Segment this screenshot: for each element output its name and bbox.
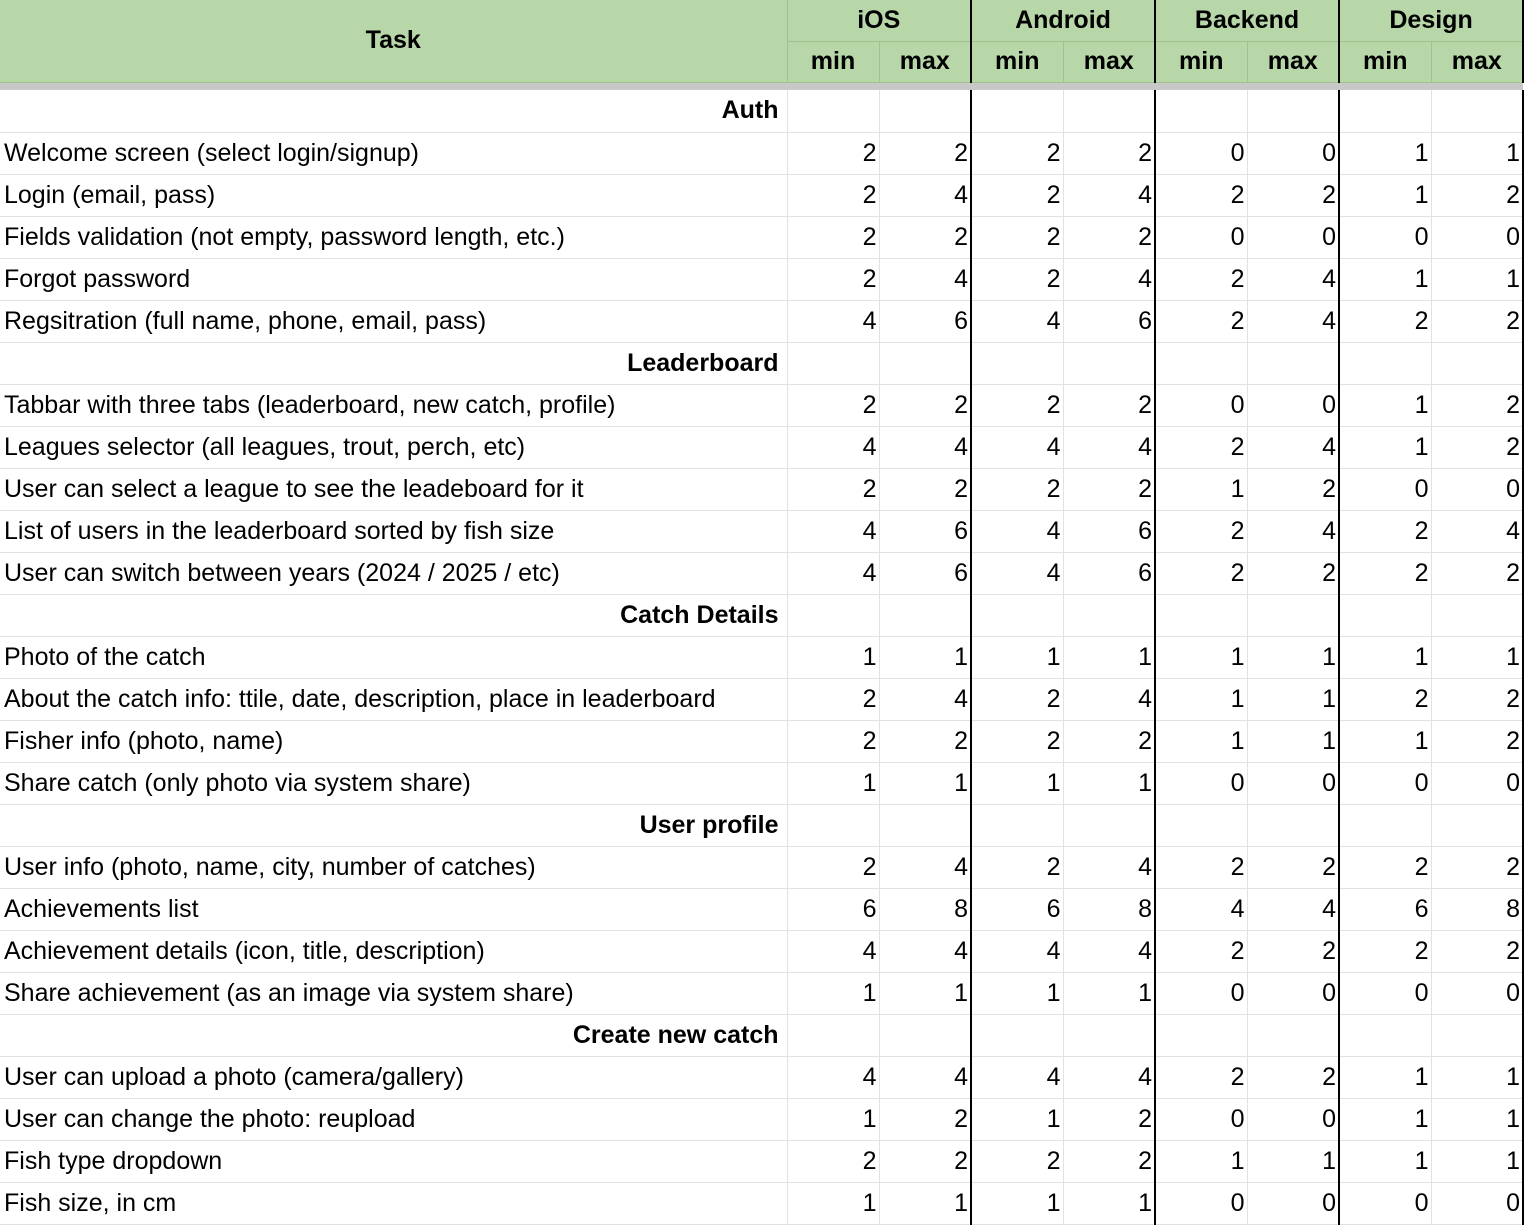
estimate-cell[interactable]: 4	[879, 426, 971, 468]
table-row	[0, 258, 1523, 300]
estimate-cell[interactable]: 6	[1063, 510, 1155, 552]
estimate-cell[interactable]: 2	[1155, 258, 1247, 300]
estimate-cell[interactable]: 4	[971, 300, 1063, 342]
estimate-cell[interactable]	[787, 342, 879, 384]
backend-max-header[interactable]: max	[1247, 41, 1339, 82]
section-row	[0, 804, 1523, 846]
design-header[interactable]: Design	[1339, 0, 1523, 41]
estimate-cell[interactable]: 1	[1339, 1098, 1431, 1140]
estimate-cell[interactable]	[879, 594, 971, 636]
table-row	[0, 552, 1523, 594]
ios-max-header[interactable]: max	[879, 41, 971, 82]
estimate-cell[interactable]: 4	[787, 510, 879, 552]
estimate-cell[interactable]	[879, 90, 971, 132]
estimate-cell[interactable]: 2	[1431, 552, 1523, 594]
estimate-cell[interactable]	[787, 90, 879, 132]
estimate-cell[interactable]: 4	[1247, 888, 1339, 930]
table-row	[0, 1182, 1523, 1224]
estimate-cell[interactable]: 1	[1155, 1140, 1247, 1182]
estimate-cell[interactable]: 1	[1247, 636, 1339, 678]
estimate-cell[interactable]: 4	[1063, 426, 1155, 468]
estimate-cell[interactable]: 1	[1247, 678, 1339, 720]
estimate-cell[interactable]: 6	[1339, 888, 1431, 930]
estimate-cell[interactable]: 1	[971, 636, 1063, 678]
design-min-header[interactable]: min	[1339, 41, 1431, 82]
estimate-cell[interactable]	[971, 1014, 1063, 1056]
estimate-cell[interactable]	[1063, 1014, 1155, 1056]
estimate-cell[interactable]: 2	[971, 678, 1063, 720]
estimate-cell[interactable]: 2	[1155, 300, 1247, 342]
table-row	[0, 636, 1523, 678]
task-cell[interactable]: Welcome screen (select login/signup)	[0, 132, 787, 174]
section-label-cell[interactable]: Catch Details	[0, 594, 787, 636]
estimate-cell[interactable]: 8	[1431, 888, 1523, 930]
estimate-cell[interactable]	[1247, 1014, 1339, 1056]
estimate-cell[interactable]	[1247, 90, 1339, 132]
estimate-cell[interactable]: 2	[879, 1098, 971, 1140]
estimate-cell[interactable]: 1	[879, 636, 971, 678]
estimate-cell[interactable]: 2	[879, 1140, 971, 1182]
estimate-cell[interactable]: 2	[971, 846, 1063, 888]
estimate-cell[interactable]: 1	[971, 1182, 1063, 1224]
estimate-cell[interactable]	[1155, 804, 1247, 846]
table-body	[0, 90, 1523, 1224]
estimate-cell[interactable]: 0	[1431, 1182, 1523, 1224]
estimate-cell[interactable]	[787, 1014, 879, 1056]
section-label-cell[interactable]: Create new catch	[0, 1014, 787, 1056]
ios-header[interactable]: iOS	[787, 0, 971, 41]
estimate-cell[interactable]	[1247, 594, 1339, 636]
estimate-cell[interactable]: 0	[1339, 1182, 1431, 1224]
estimate-cell[interactable]: 0	[1339, 762, 1431, 804]
estimate-cell[interactable]: 2	[787, 174, 879, 216]
estimate-cell[interactable]: 2	[1155, 510, 1247, 552]
estimate-cell[interactable]	[1339, 342, 1431, 384]
table-row	[0, 132, 1523, 174]
table-row	[0, 930, 1523, 972]
table-row	[0, 174, 1523, 216]
estimate-cell[interactable]: 4	[1247, 300, 1339, 342]
estimate-cell[interactable]: 2	[1431, 384, 1523, 426]
estimate-cell[interactable]: 2	[1063, 468, 1155, 510]
estimate-cell[interactable]: 2	[1155, 930, 1247, 972]
task-cell[interactable]: List of users in the leaderboard sorted by fish size	[0, 510, 787, 552]
section-label-cell[interactable]: Leaderboard	[0, 342, 787, 384]
estimate-cell[interactable]	[1063, 90, 1155, 132]
estimate-cell[interactable]: 0	[1155, 216, 1247, 258]
task-cell[interactable]: Achievement details (icon, title, description)	[0, 930, 787, 972]
task-cell[interactable]: User can select a league to see the leadeboard for it	[0, 468, 787, 510]
estimate-cell[interactable]	[1339, 90, 1431, 132]
estimate-cell[interactable]: 2	[971, 132, 1063, 174]
task-header[interactable]: Task	[0, 0, 787, 82]
estimate-cell[interactable]: 2	[787, 1140, 879, 1182]
estimate-cell[interactable]: 2	[971, 258, 1063, 300]
estimate-cell[interactable]: 0	[1155, 384, 1247, 426]
task-cell[interactable]: Login (email, pass)	[0, 174, 787, 216]
estimate-cell[interactable]: 4	[879, 846, 971, 888]
estimate-cell[interactable]: 4	[971, 510, 1063, 552]
estimate-cell[interactable]	[787, 594, 879, 636]
estimate-cell[interactable]: 6	[879, 552, 971, 594]
estimate-cell[interactable]: 1	[1431, 1056, 1523, 1098]
table-row	[0, 426, 1523, 468]
estimate-cell[interactable]: 2	[787, 846, 879, 888]
estimate-cell[interactable]: 2	[1247, 846, 1339, 888]
estimate-cell[interactable]: 2	[1247, 1056, 1339, 1098]
estimate-cell[interactable]: 1	[1247, 720, 1339, 762]
estimate-cell[interactable]: 0	[1247, 132, 1339, 174]
table-row	[0, 720, 1523, 762]
estimate-cell[interactable]: 4	[879, 930, 971, 972]
task-cell[interactable]: User can upload a photo (camera/gallery)	[0, 1056, 787, 1098]
estimate-cell[interactable]: 4	[1063, 258, 1155, 300]
estimate-cell[interactable]: 1	[1063, 972, 1155, 1014]
estimate-cell[interactable]: 8	[879, 888, 971, 930]
estimate-cell[interactable]: 4	[879, 1056, 971, 1098]
estimate-cell[interactable]: 2	[1431, 720, 1523, 762]
estimate-cell[interactable]: 2	[1339, 552, 1431, 594]
estimate-cell[interactable]: 2	[1155, 552, 1247, 594]
estimate-cell[interactable]	[971, 594, 1063, 636]
estimate-cell[interactable]: 1	[787, 762, 879, 804]
estimate-cell[interactable]: 4	[787, 300, 879, 342]
estimate-cell[interactable]: 0	[1339, 468, 1431, 510]
estimate-cell[interactable]: 1	[1155, 468, 1247, 510]
table-row	[0, 846, 1523, 888]
estimate-cell[interactable]: 6	[1063, 300, 1155, 342]
estimate-cell[interactable]: 0	[1247, 216, 1339, 258]
estimate-cell[interactable]: 2	[787, 258, 879, 300]
estimate-cell[interactable]	[971, 342, 1063, 384]
estimate-cell[interactable]: 6	[787, 888, 879, 930]
estimate-cell[interactable]: 1	[1339, 426, 1431, 468]
task-cell[interactable]: Share achievement (as an image via system share)	[0, 972, 787, 1014]
estimate-cell[interactable]	[971, 90, 1063, 132]
estimate-cell[interactable]: 4	[971, 1056, 1063, 1098]
estimate-cell[interactable]: 0	[1247, 1182, 1339, 1224]
estimate-cell[interactable]: 2	[1155, 846, 1247, 888]
backend-min-header[interactable]: min	[1155, 41, 1247, 82]
estimate-cell[interactable]: 0	[1431, 972, 1523, 1014]
estimate-cell[interactable]: 1	[1155, 678, 1247, 720]
task-cell[interactable]: Fish size, in cm	[0, 1182, 787, 1224]
estimate-cell[interactable]: 1	[1247, 1140, 1339, 1182]
table-row	[0, 972, 1523, 1014]
estimate-cell[interactable]	[1339, 1014, 1431, 1056]
estimate-cell[interactable]: 1	[1431, 636, 1523, 678]
estimate-cell[interactable]: 2	[1063, 1098, 1155, 1140]
task-cell[interactable]: Tabbar with three tabs (leaderboard, new catch, profile)	[0, 384, 787, 426]
task-cell[interactable]: User info (photo, name, city, number of catches)	[0, 846, 787, 888]
estimate-cell[interactable]	[1431, 90, 1523, 132]
estimate-cell[interactable]: 1	[971, 972, 1063, 1014]
estimate-cell[interactable]: 1	[1339, 174, 1431, 216]
estimate-cell[interactable]: 2	[1339, 678, 1431, 720]
section-row	[0, 1014, 1523, 1056]
estimate-cell[interactable]: 4	[1063, 678, 1155, 720]
section-label-cell[interactable]: Auth	[0, 90, 787, 132]
estimate-cell[interactable]: 4	[971, 552, 1063, 594]
estimate-cell[interactable]	[1431, 342, 1523, 384]
estimate-cell[interactable]: 4	[1431, 510, 1523, 552]
section-label-cell[interactable]: User profile	[0, 804, 787, 846]
estimate-cell[interactable]: 2	[879, 720, 971, 762]
estimate-cell[interactable]: 2	[1247, 930, 1339, 972]
estimate-cell[interactable]: 1	[971, 1098, 1063, 1140]
estimate-cell[interactable]: 2	[1247, 174, 1339, 216]
frozen-row-divider[interactable]	[0, 82, 1523, 90]
estimate-cell[interactable]: 2	[1339, 930, 1431, 972]
estimate-cell[interactable]: 4	[1247, 258, 1339, 300]
estimate-cell[interactable]: 2	[1431, 174, 1523, 216]
estimate-cell[interactable]: 1	[1063, 636, 1155, 678]
android-max-header[interactable]: max	[1063, 41, 1155, 82]
estimate-cell[interactable]: 2	[1247, 552, 1339, 594]
table-row	[0, 468, 1523, 510]
estimate-cell[interactable]: 2	[787, 468, 879, 510]
estimate-cell[interactable]: 2	[971, 384, 1063, 426]
estimate-cell[interactable]: 0	[1431, 762, 1523, 804]
estimate-cell[interactable]: 4	[1063, 930, 1155, 972]
estimate-cell[interactable]: 0	[1431, 216, 1523, 258]
estimate-cell[interactable]: 8	[1063, 888, 1155, 930]
estimate-cell[interactable]: 0	[1431, 468, 1523, 510]
table-row	[0, 762, 1523, 804]
table-row	[0, 1056, 1523, 1098]
estimate-cell[interactable]: 2	[971, 174, 1063, 216]
estimate-cell[interactable]: 2	[879, 216, 971, 258]
design-max-header[interactable]: max	[1431, 41, 1523, 82]
estimate-cell[interactable]: 1	[879, 972, 971, 1014]
estimate-cell[interactable]: 1	[1431, 1098, 1523, 1140]
estimate-cell[interactable]: 4	[787, 426, 879, 468]
estimate-cell[interactable]: 2	[787, 720, 879, 762]
estimate-cell[interactable]: 1	[787, 1182, 879, 1224]
estimate-cell[interactable]: 2	[1155, 174, 1247, 216]
estimate-cell[interactable]: 1	[1339, 720, 1431, 762]
estimate-cell[interactable]	[879, 804, 971, 846]
estimate-cell[interactable]: 6	[971, 888, 1063, 930]
estimate-cell[interactable]	[1247, 804, 1339, 846]
table-row	[0, 1098, 1523, 1140]
estimate-cell[interactable]: 1	[1339, 258, 1431, 300]
estimate-cell[interactable]: 2	[1063, 216, 1155, 258]
estimate-cell[interactable]: 4	[1247, 510, 1339, 552]
estimate-cell[interactable]: 2	[971, 468, 1063, 510]
estimate-cell[interactable]: 4	[1063, 846, 1155, 888]
estimate-cell[interactable]: 0	[1247, 1098, 1339, 1140]
android-header[interactable]: Android	[971, 0, 1155, 41]
estimate-cell[interactable]: 4	[1063, 174, 1155, 216]
estimate-cell[interactable]: 6	[1063, 552, 1155, 594]
estimate-cell[interactable]: 2	[787, 678, 879, 720]
estimate-cell[interactable]: 1	[1431, 1140, 1523, 1182]
estimate-cell[interactable]	[879, 342, 971, 384]
estimate-cell[interactable]	[1155, 90, 1247, 132]
backend-header[interactable]: Backend	[1155, 0, 1339, 41]
estimate-cell[interactable]: 4	[971, 426, 1063, 468]
table-row	[0, 1140, 1523, 1182]
estimate-cell[interactable]: 4	[1247, 426, 1339, 468]
estimate-cell[interactable]: 2	[1431, 930, 1523, 972]
section-row	[0, 342, 1523, 384]
task-cell[interactable]: Fields validation (not empty, password length, etc.)	[0, 216, 787, 258]
estimate-cell[interactable]	[1247, 342, 1339, 384]
estimate-cell[interactable]: 2	[1431, 678, 1523, 720]
ios-min-header[interactable]: min	[787, 41, 879, 82]
estimate-cell[interactable]: 1	[1339, 132, 1431, 174]
estimate-cell[interactable]	[1339, 594, 1431, 636]
estimate-cell[interactable]: 0	[1247, 762, 1339, 804]
estimate-cell[interactable]: 2	[1431, 426, 1523, 468]
estimate-cell[interactable]: 2	[971, 1140, 1063, 1182]
estimate-cell[interactable]	[787, 804, 879, 846]
estimate-cell[interactable]	[1155, 342, 1247, 384]
task-cell[interactable]: Fisher info (photo, name)	[0, 720, 787, 762]
estimate-cell[interactable]: 4	[879, 258, 971, 300]
task-cell[interactable]: User can change the photo: reupload	[0, 1098, 787, 1140]
estimate-cell[interactable]: 1	[1339, 384, 1431, 426]
estimate-cell[interactable]	[971, 804, 1063, 846]
task-cell[interactable]: User can switch between years (2024 / 2025 / etc)	[0, 552, 787, 594]
estimate-cell[interactable]: 0	[1155, 1182, 1247, 1224]
estimate-cell[interactable]: 2	[879, 384, 971, 426]
estimate-cell[interactable]	[1063, 594, 1155, 636]
estimate-cell[interactable]: 2	[1431, 300, 1523, 342]
estimate-cell[interactable]: 2	[787, 132, 879, 174]
estimate-cell[interactable]: 4	[787, 1056, 879, 1098]
estimate-cell[interactable]: 4	[971, 930, 1063, 972]
task-cell[interactable]: Share catch (only photo via system share)	[0, 762, 787, 804]
estimate-cell[interactable]: 1	[1431, 258, 1523, 300]
estimate-cell[interactable]: 0	[1155, 1098, 1247, 1140]
estimate-cell[interactable]: 4	[879, 678, 971, 720]
estimate-cell[interactable]: 2	[971, 720, 1063, 762]
estimate-cell[interactable]: 6	[879, 510, 971, 552]
estimate-cell[interactable]: 1	[1339, 1056, 1431, 1098]
table-row	[0, 300, 1523, 342]
android-min-header[interactable]: min	[971, 41, 1063, 82]
task-cell[interactable]: Achievements list	[0, 888, 787, 930]
estimate-cell[interactable]: 2	[1063, 384, 1155, 426]
estimate-cell[interactable]: 4	[1155, 888, 1247, 930]
estimate-cell[interactable]: 2	[1431, 846, 1523, 888]
task-cell[interactable]: Fish type dropdown	[0, 1140, 787, 1182]
table-row	[0, 888, 1523, 930]
estimate-cell[interactable]: 1	[879, 1182, 971, 1224]
estimate-cell[interactable]: 2	[971, 216, 1063, 258]
table-row	[0, 510, 1523, 552]
estimate-cell[interactable]: 2	[1339, 510, 1431, 552]
estimate-cell[interactable]: 0	[1155, 972, 1247, 1014]
estimate-cell[interactable]: 2	[1339, 846, 1431, 888]
estimate-cell[interactable]: 4	[1063, 1056, 1155, 1098]
estimate-cell[interactable]: 6	[879, 300, 971, 342]
estimate-cell[interactable]: 1	[879, 762, 971, 804]
task-cell[interactable]: Forgot password	[0, 258, 787, 300]
estimate-cell[interactable]: 2	[1155, 1056, 1247, 1098]
estimate-cell[interactable]	[1339, 804, 1431, 846]
estimate-cell[interactable]: 2	[787, 384, 879, 426]
estimate-cell[interactable]	[1155, 594, 1247, 636]
estimate-cell[interactable]: 0	[1247, 972, 1339, 1014]
estimate-cell[interactable]: 2	[1155, 426, 1247, 468]
estimate-cell[interactable]	[1431, 804, 1523, 846]
task-cell[interactable]: Photo of the catch	[0, 636, 787, 678]
estimate-cell[interactable]: 1	[1155, 636, 1247, 678]
estimate-cell[interactable]: 2	[879, 132, 971, 174]
estimate-cell[interactable]	[1063, 804, 1155, 846]
estimate-cell[interactable]: 2	[1063, 720, 1155, 762]
estimate-cell[interactable]: 0	[1155, 762, 1247, 804]
estimate-cell[interactable]: 2	[879, 468, 971, 510]
estimate-cell[interactable]: 2	[1063, 132, 1155, 174]
estimate-cell[interactable]: 0	[1155, 132, 1247, 174]
estimate-cell[interactable]: 2	[787, 216, 879, 258]
section-row	[0, 594, 1523, 636]
task-cell[interactable]: About the catch info: ttile, date, description, place in leaderboard	[0, 678, 787, 720]
estimate-cell[interactable]: 0	[1247, 384, 1339, 426]
estimate-cell[interactable]: 2	[1247, 468, 1339, 510]
estimate-cell[interactable]: 1	[1155, 720, 1247, 762]
estimate-cell[interactable]: 1	[787, 1098, 879, 1140]
estimate-cell[interactable]: 1	[787, 972, 879, 1014]
table-row	[0, 384, 1523, 426]
estimate-cell[interactable]: 1	[1431, 132, 1523, 174]
estimate-cell[interactable]	[1431, 594, 1523, 636]
section-row	[0, 90, 1523, 132]
estimate-cell[interactable]: 1	[1339, 1140, 1431, 1182]
estimate-cell[interactable]: 2	[1339, 300, 1431, 342]
table-row	[0, 678, 1523, 720]
task-cell[interactable]: Regsitration (full name, phone, email, pass)	[0, 300, 787, 342]
estimate-cell[interactable]: 1	[1339, 636, 1431, 678]
estimate-cell[interactable]: 2	[1063, 1140, 1155, 1182]
estimate-cell[interactable]	[1155, 1014, 1247, 1056]
estimate-cell[interactable]: 1	[787, 636, 879, 678]
estimate-cell[interactable]	[879, 1014, 971, 1056]
estimate-cell[interactable]: 4	[787, 552, 879, 594]
estimate-cell[interactable]	[1431, 1014, 1523, 1056]
task-cell[interactable]: Leagues selector (all leagues, trout, perch, etc)	[0, 426, 787, 468]
estimate-cell[interactable]: 4	[787, 930, 879, 972]
estimate-cell[interactable]: 1	[971, 762, 1063, 804]
estimate-cell[interactable]: 4	[879, 174, 971, 216]
estimate-cell[interactable]: 0	[1339, 972, 1431, 1014]
estimate-cell[interactable]: 1	[1063, 762, 1155, 804]
estimate-cell[interactable]: 1	[1063, 1182, 1155, 1224]
estimate-cell[interactable]: 0	[1339, 216, 1431, 258]
estimate-cell[interactable]	[1063, 342, 1155, 384]
table-row	[0, 216, 1523, 258]
